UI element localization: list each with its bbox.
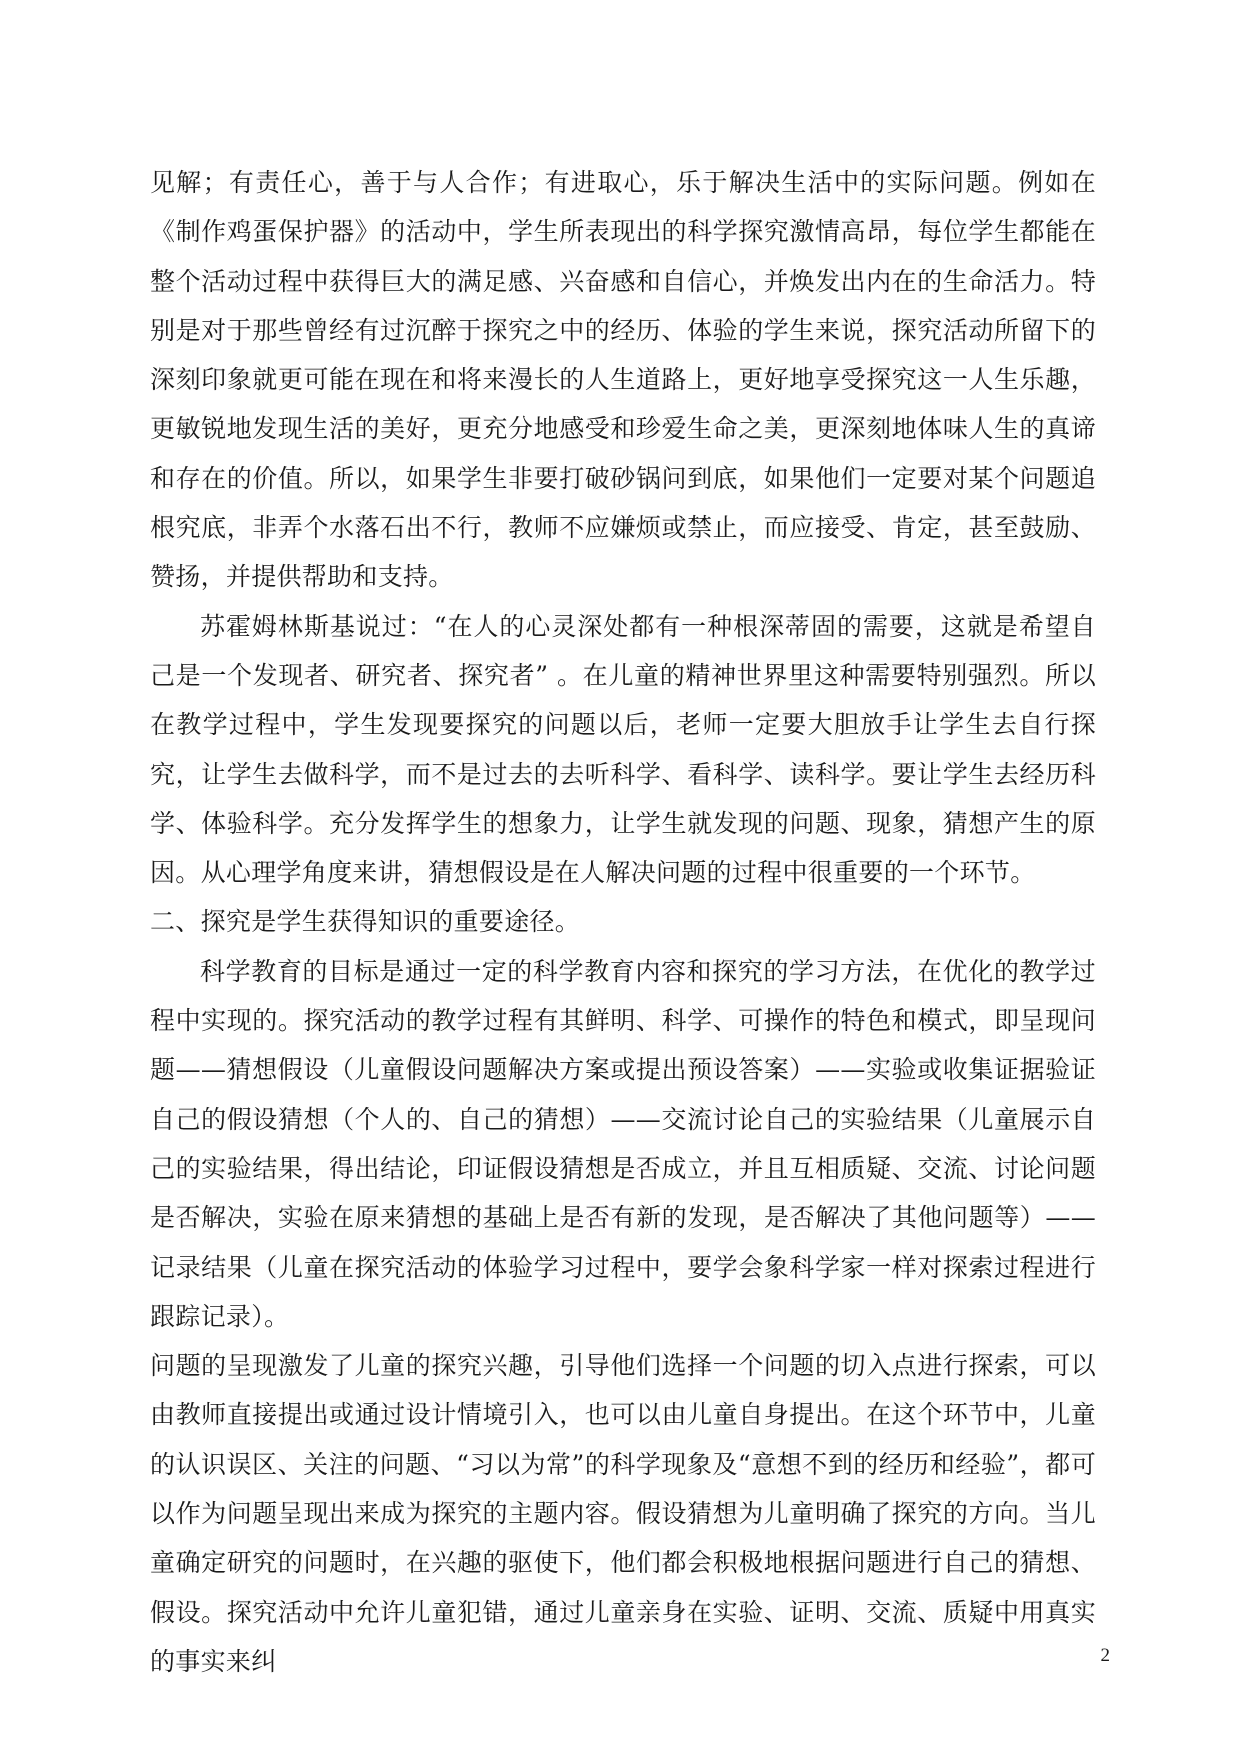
paragraph-2: 苏霍姆林斯基说过：“在人的心灵深处都有一种根深蒂固的需要，这就是希望自己是一个发现者、研究者、探究者” 。在儿童的精神世界里这种需要特别强烈。所以在教学过程中，学生发现要探究的问题以后，老师一定要大胆放手让学生去自行探究，让学生去做科学，而不是过去的去听科学、看科学、读科学。要让学生去经历科学、体验科学。充分发挥学生的想象力，让学生就发现的问题、现象，猜想产生的原因。从心理学角度来讲，猜想假设是在人解决问题的过程中很重要的一个环节。 bbox=[150, 611, 1096, 888]
paragraph-3: 科学教育的目标是通过一定的科学教育内容和探究的学习方法，在优化的教学过程中实现的。探究活动的教学过程有其鲜明、科学、可操作的特色和模式，即呈现问题——猜想假设（儿童假设问题解决方案或提出预设答案）——实验或收集证据验证自己的假设猜想（个人的、自己的猜想）——交流讨论自己的实验结果（儿童展示自己的实验结果，得出结论，印证假设猜想是否成立，并且互相质疑、交流、讨论问题是否解决，实验在原来猜想的基础上是否有新的发现，是否解决了其他问题等）——记录结果（儿童在探究活动的体验学习过程中，要学会象科学家一样对探索过程进行跟踪记录）。 bbox=[150, 956, 1096, 1331]
page-number: 2 bbox=[1100, 1645, 1110, 1666]
paragraph-4: 问题的呈现激发了儿童的探究兴趣，引导他们选择一个问题的切入点进行探索，可以由教师直接提出或通过设计情境引入，也可以由儿童自身提出。在这个环节中，儿童的认识误区、关注的问题、“习以为常”的科学现象及“意想不到的经历和经验”，都可以作为问题呈现出来成为探究的主题内容。假设猜想为儿童明确了探究的方向。当儿童确定研究的问题时，在兴趣的驱使下，他们都会积极地根据问题进行自己的猜想、假设。探究活动中允许儿童犯错，通过儿童亲身在实验、证明、交流、质疑中用真实的事实来纠 bbox=[150, 1351, 1096, 1676]
paragraph-1: 见解；有责任心，善于与人合作；有进取心，乐于解决生活中的实际问题。例如在《制作鸡蛋保护器》的活动中，学生所表现出的科学探究激情高昂，每位学生都能在整个活动过程中获得巨大的满足感、兴奋感和自信心，并焕发出内在的生命活力。特别是对于那些曾经有过沉醉于探究之中的经历、体验的学生来说，探究活动所留下的深刻印象就更可能在现在和将来漫长的人生道路上，更好地享受探究这一人生乐趣，更敏锐地发现生活的美好，更充分地感受和珍爱生命之美，更深刻地体味人生的真谛和存在的价值。所以，如果学生非要打破砂锅问到底，如果他们一定要对某个问题追根究底，非弄个水落石出不行，教师不应嫌烦或禁止，而应接受、肯定，甚至鼓励、赞扬，并提供帮助和支持。 bbox=[150, 168, 1096, 592]
body-text bbox=[150, 158, 1096, 1686]
section-heading: 二、探究是学生获得知识的重要途径。 bbox=[150, 907, 581, 937]
